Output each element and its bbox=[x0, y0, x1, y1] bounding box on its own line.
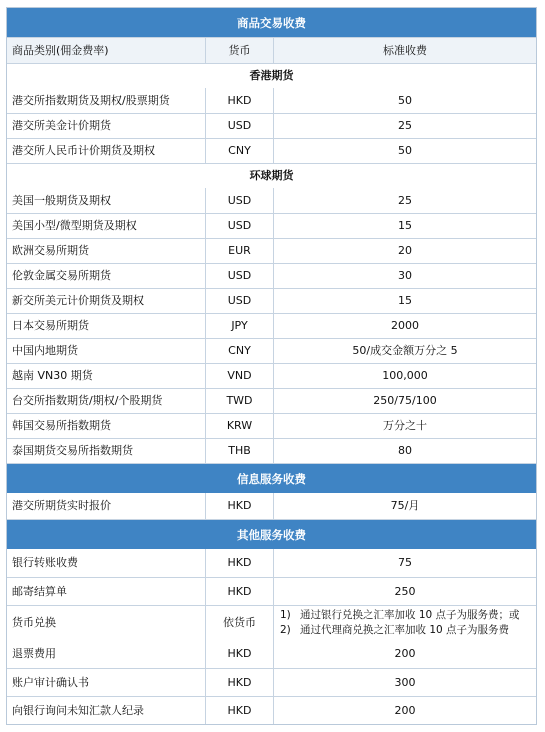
row-fee: 75 bbox=[398, 556, 412, 569]
table-row-fx bbox=[7, 605, 536, 640]
row-currency: CNY bbox=[206, 339, 274, 363]
table-row bbox=[7, 668, 536, 696]
row-category: 新交所美元计价期货及期权 bbox=[7, 289, 206, 313]
row-fee: 50 bbox=[398, 144, 412, 157]
fee-table bbox=[6, 7, 537, 725]
row-currency: HKD bbox=[206, 493, 274, 519]
row-fee-notes bbox=[274, 606, 536, 640]
info-rows bbox=[7, 493, 536, 519]
table-row bbox=[7, 338, 536, 363]
row-category: 韩国交易所指数期货 bbox=[7, 414, 206, 438]
row-category: 退票费用 bbox=[7, 640, 206, 668]
row-fee: 300 bbox=[394, 675, 416, 689]
row-currency: EUR bbox=[206, 239, 274, 263]
other-rows-top bbox=[7, 549, 536, 605]
section-title: 商品交易收费 bbox=[7, 8, 536, 37]
note-text: 通过代理商兑换之汇率加收 10 点子为服务费 bbox=[300, 624, 510, 636]
table-row bbox=[7, 493, 536, 519]
row-currency: HKD bbox=[206, 578, 274, 605]
row-category: 港交所期货实时报价 bbox=[7, 493, 206, 519]
table-row bbox=[7, 263, 536, 288]
row-fee: 2000 bbox=[391, 319, 419, 332]
table-row bbox=[7, 213, 536, 238]
note-number: 1) bbox=[280, 609, 291, 621]
section-header-info bbox=[7, 463, 536, 493]
row-category: 台交所指数期货/期权/个股期货 bbox=[7, 389, 206, 413]
row-category: 美国小型/微型期货及期权 bbox=[7, 214, 206, 238]
table-row bbox=[7, 549, 536, 577]
row-fee: 25 bbox=[398, 193, 412, 207]
section-header-other bbox=[7, 519, 536, 549]
row-fee: 50/成交金额万分之 5 bbox=[352, 344, 458, 357]
row-fee: 80 bbox=[398, 444, 412, 457]
row-fee: 50 bbox=[398, 93, 412, 107]
section-title: 信息服务收费 bbox=[7, 464, 536, 493]
row-category: 美国一般期货及期权 bbox=[7, 188, 206, 213]
column-header-fee: 标准收费 bbox=[383, 43, 427, 57]
row-category: 伦敦金属交易所期货 bbox=[7, 264, 206, 288]
row-category: 日本交易所期货 bbox=[7, 314, 206, 338]
table-row bbox=[7, 438, 536, 463]
group-row-hk bbox=[7, 63, 536, 88]
row-category: 港交所指数期货及期权/股票期货 bbox=[7, 88, 206, 113]
row-fee: 250/75/100 bbox=[373, 394, 437, 407]
hk-rows bbox=[7, 88, 536, 163]
row-currency: USD bbox=[206, 289, 274, 313]
note-text: 通过银行兑换之汇率加收 10 点子为服务费；或 bbox=[300, 609, 520, 621]
row-fee: 25 bbox=[398, 119, 412, 132]
section-header-commodity bbox=[7, 8, 536, 37]
row-currency: HKD bbox=[206, 640, 274, 668]
row-category: 账户审计确认书 bbox=[7, 669, 206, 696]
column-header-category: 商品类别(佣金费率) bbox=[7, 38, 206, 63]
row-category: 银行转账收费 bbox=[7, 549, 206, 577]
row-currency: TWD bbox=[206, 389, 274, 413]
row-currency: USD bbox=[206, 264, 274, 288]
row-fee: 75/月 bbox=[390, 499, 420, 512]
row-currency: HKD bbox=[206, 669, 274, 696]
section-title: 其他服务收费 bbox=[7, 520, 536, 549]
table-row bbox=[7, 313, 536, 338]
row-fee: 15 bbox=[398, 219, 412, 232]
row-currency: 依货币 bbox=[206, 606, 274, 640]
row-fee: 250 bbox=[394, 584, 416, 598]
row-category: 货币兑换 bbox=[7, 606, 206, 640]
other-rows-bottom bbox=[7, 640, 536, 724]
row-fee: 万分之十 bbox=[383, 419, 427, 432]
row-currency: KRW bbox=[206, 414, 274, 438]
group-title: 香港期货 bbox=[249, 69, 294, 82]
note-line bbox=[280, 623, 509, 638]
row-fee: 200 bbox=[394, 703, 416, 717]
global-rows bbox=[7, 188, 536, 463]
table-row bbox=[7, 640, 536, 668]
table-row bbox=[7, 88, 536, 113]
row-fee: 15 bbox=[398, 294, 412, 307]
group-row-global bbox=[7, 163, 536, 188]
row-category: 港交所美金计价期货 bbox=[7, 114, 206, 138]
table-row bbox=[7, 138, 536, 163]
row-category: 欧洲交易所期货 bbox=[7, 239, 206, 263]
column-header-row bbox=[7, 37, 536, 63]
table-row bbox=[7, 696, 536, 724]
table-row bbox=[7, 238, 536, 263]
column-header-currency: 货币 bbox=[206, 38, 274, 63]
table-row bbox=[7, 363, 536, 388]
table-row bbox=[7, 577, 536, 605]
row-currency: USD bbox=[206, 188, 274, 213]
row-currency: USD bbox=[206, 214, 274, 238]
row-category: 中国内地期货 bbox=[7, 339, 206, 363]
row-fee: 200 bbox=[394, 647, 416, 660]
row-category: 越南 VN30 期货 bbox=[7, 364, 206, 388]
group-title: 环球期货 bbox=[249, 169, 294, 182]
note-number: 2) bbox=[280, 624, 291, 636]
row-currency: USD bbox=[206, 114, 274, 138]
table-row bbox=[7, 413, 536, 438]
row-fee: 30 bbox=[398, 269, 412, 282]
row-category: 泰国期货交易所指数期货 bbox=[7, 439, 206, 463]
row-currency: JPY bbox=[206, 314, 274, 338]
row-currency: VND bbox=[206, 364, 274, 388]
row-currency: HKD bbox=[206, 697, 274, 724]
row-category: 港交所人民币计价期货及期权 bbox=[7, 139, 206, 163]
row-category: 向银行询问未知汇款人纪录 bbox=[7, 697, 206, 724]
row-currency: HKD bbox=[206, 549, 274, 577]
table-row bbox=[7, 188, 536, 213]
row-currency: HKD bbox=[206, 88, 274, 113]
row-fee: 100,000 bbox=[382, 369, 428, 382]
note-line bbox=[280, 608, 520, 623]
table-row bbox=[7, 388, 536, 413]
row-currency: CNY bbox=[206, 139, 274, 163]
row-category: 邮寄结算单 bbox=[7, 578, 206, 605]
row-currency: THB bbox=[206, 439, 274, 463]
table-row bbox=[7, 113, 536, 138]
row-fee: 20 bbox=[398, 244, 412, 257]
table-row bbox=[7, 288, 536, 313]
